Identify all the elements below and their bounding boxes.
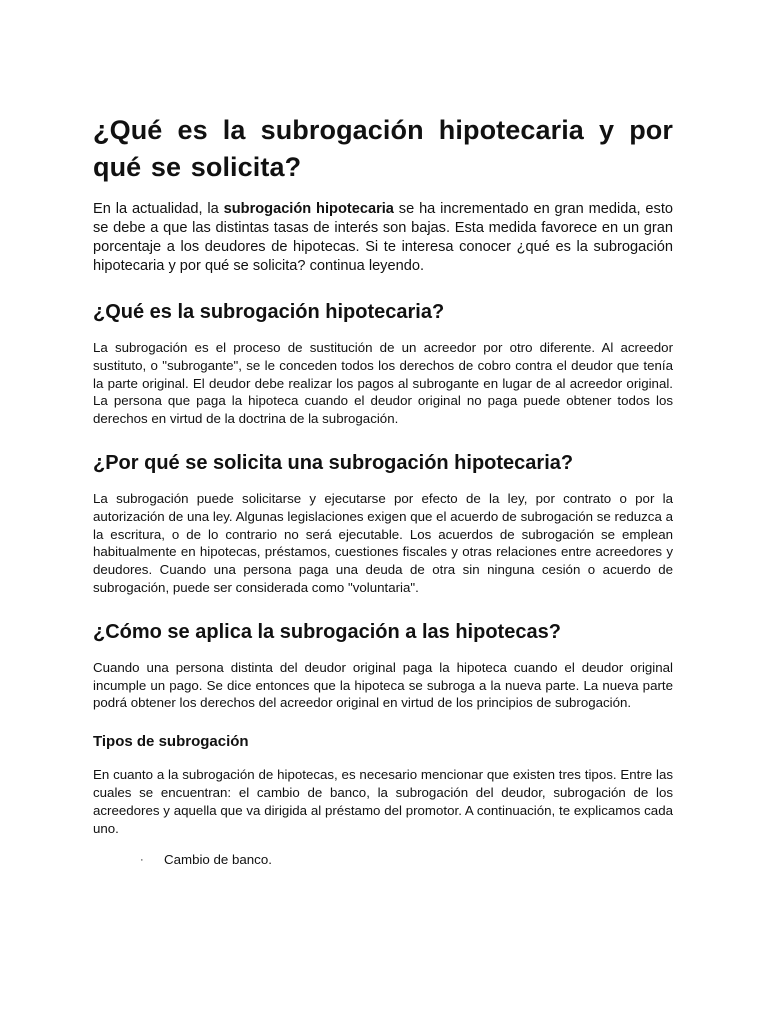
- intro-bold-term: subrogación hipotecaria: [223, 201, 394, 217]
- document-page: [93, 112, 673, 869]
- subsection-paragraph: En cuanto a la subrogación de hipotecas, es necesario mencionar que existen tres tipos. Entre las cuales se encuentran: el cambio de banco, la subrogación del deudor, subrogación de los acreedores y aquella que va dirigida al préstamo del promotor. A continuación, te explicamos cada uno.: [93, 767, 673, 836]
- page-title: ¿Qué es la subrogación hipotecaria y por qué se solicita?: [93, 115, 673, 182]
- section-how-applied: [93, 619, 673, 712]
- types-list: [93, 851, 673, 869]
- section-paragraph: La subrogación puede solicitarse y ejecutarse por efecto de la ley, por contrato o por la autorización de una ley. Algunas legislaciones exigen que el acuerdo de subrogación se reduzca a la escritura, o de lo contrario no será ejecutable. Los acuerdos de subrogación se emplean habitualmente en hipotecas, préstamos, cuestiones fiscales y otras relaciones entre acreedores y deudores. Cuando una persona paga una deuda de otra sin ninguna cesión o acuerdo de subrogación, puede ser considerada como "voluntaria".: [93, 490, 673, 595]
- bullet-icon: ·: [140, 854, 144, 867]
- subsection-types: [93, 732, 673, 869]
- subsection-heading: Tipos de subrogación: [93, 733, 249, 751]
- section-what-is: [93, 299, 673, 428]
- section-heading: ¿Por qué se solicita una subrogación hipotecaria?: [93, 451, 574, 474]
- section-why-requested: [93, 450, 673, 597]
- intro-text-start: En la actualidad, la: [93, 201, 224, 217]
- section-heading: ¿Cómo se aplica la subrogación a las hipotecas?: [93, 620, 561, 643]
- list-item: [93, 851, 673, 869]
- intro-text-end: se ha incrementado en gran medida, esto se debe a que las distintas tasas de interés son bajas. Esta medida favorece en un gran porcentaje a los deudores de hipotecas. Si te interesa conocer ¿qué es la subrogación hipotecaria y por qué se solicita? continua leyendo.: [93, 201, 673, 274]
- section-paragraph: La subrogación es el proceso de sustitución de un acreedor por otro diferente. Al acreedor sustituto, o "subrogante", se le conceden todos los derechos de cobro contra el deudor que tenía la parte original. El deudor debe realizar los pagos al subrogante en lugar de al acreedor original. La persona que paga la hipoteca cuando el deudor original no paga puede obtener todos los derechos en virtud de la doctrina de la subrogación.: [93, 340, 673, 427]
- section-paragraph: Cuando una persona distinta del deudor original paga la hipoteca cuando el deudor original incumple un pago. Se dice entonces que la hipoteca se subroga a la nueva parte. La nueva parte podrá obtener los derechos del acreedor original en virtud de los principios de subrogación.: [93, 659, 673, 711]
- intro-paragraph: [93, 200, 673, 276]
- section-heading: ¿Qué es la subrogación hipotecaria?: [93, 301, 445, 323]
- list-item-text: Cambio de banco.: [164, 852, 272, 868]
